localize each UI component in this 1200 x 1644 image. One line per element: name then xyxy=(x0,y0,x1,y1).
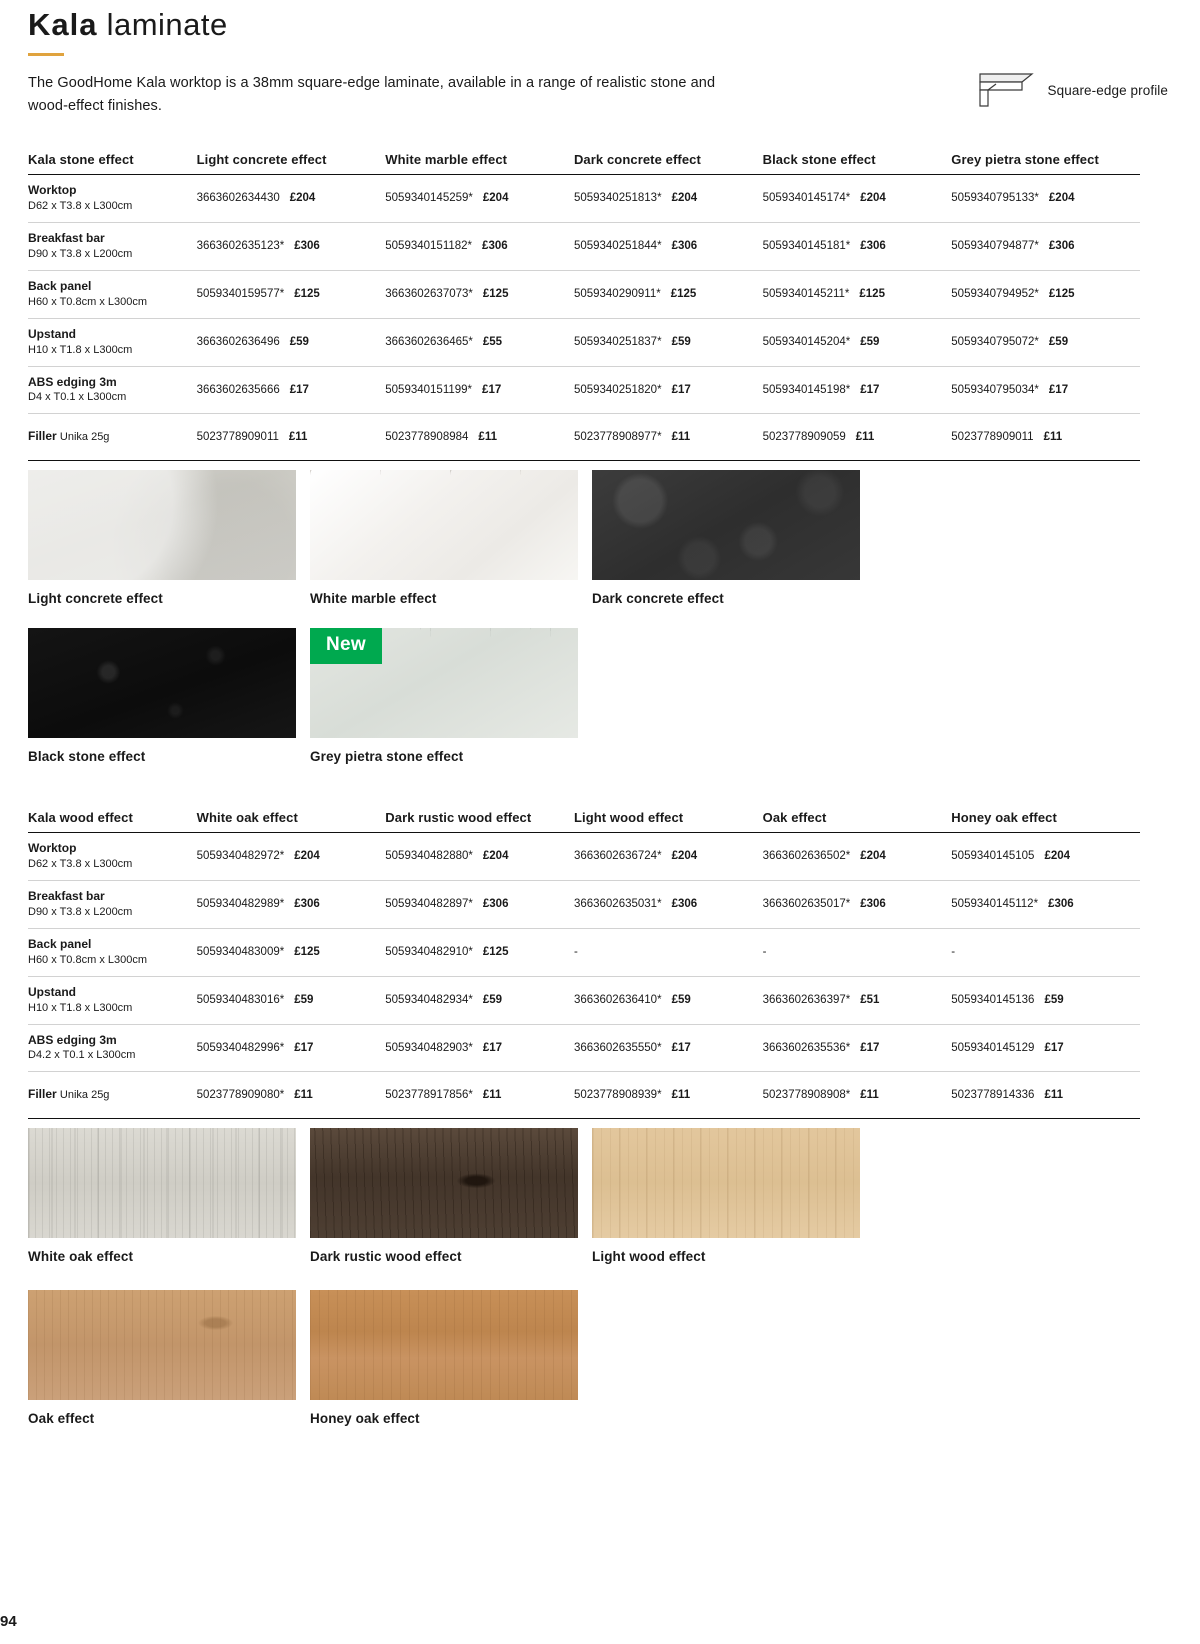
product-code: 5059340795072* xyxy=(951,336,1039,349)
product-code: 5059340145105 xyxy=(951,850,1035,863)
table-cell xyxy=(951,1024,1140,1072)
product-code: 5059340151199* xyxy=(385,383,473,396)
product-code: 5059340795034* xyxy=(951,383,1039,396)
product-price: £125 xyxy=(859,288,885,301)
product-price: £51 xyxy=(860,994,880,1007)
table-header-row xyxy=(28,152,1140,175)
row-label-dimensions: D90 x T3.8 x L200cm xyxy=(28,247,133,260)
table-cell xyxy=(574,175,763,223)
swatch-light-wood[interactable] xyxy=(592,1128,860,1264)
table-cell xyxy=(763,976,952,1024)
table-cell xyxy=(574,928,763,976)
row-label-dimensions: D90 x T3.8 x L200cm xyxy=(28,905,133,918)
row-label-name: Filler xyxy=(28,429,57,444)
product-price: £17 xyxy=(860,383,880,396)
product-code: 5059340151182* xyxy=(385,240,473,253)
product-price: £11 xyxy=(482,1089,502,1102)
product-price: £125 xyxy=(670,288,697,301)
product-code: 5059340482880* xyxy=(385,850,473,863)
product-code: 5059340145129 xyxy=(951,1041,1035,1054)
table-cell xyxy=(385,1072,574,1119)
table-cell xyxy=(197,928,386,976)
product-price: £204 xyxy=(860,192,886,205)
column-header-black-stone: Black stone effect xyxy=(763,152,952,175)
product-code: 5023778914336 xyxy=(951,1089,1035,1102)
product-code: 5023778908908* xyxy=(762,1089,851,1102)
table-cell xyxy=(951,318,1140,366)
column-header-oak: Oak effect xyxy=(763,810,952,833)
square-edge-profile-label: Square-edge profile xyxy=(1047,83,1168,98)
swatch-image xyxy=(310,1290,578,1400)
table-cell xyxy=(197,1024,386,1072)
swatch-image xyxy=(28,628,296,738)
product-price: £11 xyxy=(1043,431,1063,444)
product-code: 5059340483016* xyxy=(196,994,285,1007)
product-price: £125 xyxy=(482,946,509,959)
row-label xyxy=(28,1072,197,1119)
product-price: £11 xyxy=(855,431,875,444)
table-row xyxy=(28,366,1140,414)
column-header-grey-pietra: Grey pietra stone effect xyxy=(951,152,1140,175)
product-code: 5059340145174* xyxy=(762,192,851,205)
row-label-dimensions: Unika 25g xyxy=(59,1089,110,1102)
row-label-name: Worktop xyxy=(28,841,77,855)
swatch-honey-oak[interactable] xyxy=(310,1290,578,1426)
product-price: £59 xyxy=(671,994,691,1007)
row-label xyxy=(28,1024,197,1072)
new-badge: New xyxy=(310,628,382,664)
table-cell xyxy=(385,976,574,1024)
table-cell xyxy=(574,833,763,881)
table-cell xyxy=(197,318,386,366)
product-price: £125 xyxy=(294,946,320,959)
row-label xyxy=(28,318,197,366)
stone-swatch-row-2 xyxy=(28,628,578,764)
product-code: 5059340290911* xyxy=(573,288,661,301)
product-code: - xyxy=(951,946,956,959)
product-price: £204 xyxy=(289,192,316,205)
product-code: 5059340251813* xyxy=(573,192,662,205)
product-price: £11 xyxy=(860,1089,879,1102)
product-code: 5059340482989* xyxy=(196,898,285,911)
table-row xyxy=(28,318,1140,366)
table-cell xyxy=(385,1024,574,1072)
table-cell xyxy=(385,270,574,318)
row-label xyxy=(28,175,197,223)
swatch-white-marble[interactable] xyxy=(310,470,578,606)
row-label xyxy=(28,414,197,461)
column-header-dark-concrete: Dark concrete effect xyxy=(574,152,763,175)
square-edge-profile-icon xyxy=(970,66,1036,115)
table-cell xyxy=(385,414,574,461)
swatch-light-concrete[interactable] xyxy=(28,470,296,606)
row-label-name: ABS edging 3m xyxy=(28,1032,117,1047)
product-code: 5059340145198* xyxy=(762,383,851,396)
product-price: £17 xyxy=(860,1041,880,1054)
swatch-image xyxy=(310,470,578,580)
product-code: 5023778909080* xyxy=(196,1089,285,1102)
product-code: 5059340159577* xyxy=(196,288,285,301)
table-header-row xyxy=(28,810,1140,833)
swatch-dark-rustic-wood[interactable] xyxy=(310,1128,578,1264)
product-code: 3663602635123* xyxy=(196,240,285,253)
swatch-image xyxy=(592,1128,860,1238)
swatch-image xyxy=(28,470,296,580)
product-code: 5059340482910* xyxy=(385,946,473,959)
row-label xyxy=(28,222,197,270)
table-row xyxy=(28,222,1140,270)
table-cell xyxy=(574,318,763,366)
product-code: 3663602636465* xyxy=(385,336,473,349)
table-cell xyxy=(385,880,574,928)
product-price: £59 xyxy=(294,994,314,1007)
table-cell xyxy=(763,270,952,318)
swatch-black-stone[interactable] xyxy=(28,628,296,764)
product-code: 5023778908939* xyxy=(573,1089,662,1102)
table-cell xyxy=(385,175,574,223)
row-label-name: Back panel xyxy=(28,936,92,951)
product-code: - xyxy=(762,946,767,959)
product-code: 5059340483009* xyxy=(196,946,285,959)
table-cell xyxy=(951,880,1140,928)
swatch-image xyxy=(310,628,578,738)
product-price: £59 xyxy=(671,336,691,349)
row-label-name: Breakfast bar xyxy=(28,230,105,245)
table-cell xyxy=(197,175,386,223)
product-code: 3663602636410* xyxy=(573,994,662,1007)
product-price: £204 xyxy=(294,850,320,863)
table-cell xyxy=(763,222,952,270)
column-header-white-marble: White marble effect xyxy=(385,152,574,175)
page-title xyxy=(28,8,1168,42)
table-cell xyxy=(197,1072,386,1119)
product-price: £11 xyxy=(288,431,308,444)
swatch-image xyxy=(310,1128,578,1238)
product-code: 3663602637073* xyxy=(385,288,473,301)
product-code: 5059340145259* xyxy=(385,192,473,205)
table-cell xyxy=(385,318,574,366)
product-code: 5059340482972* xyxy=(196,850,285,863)
swatch-caption: Dark rustic wood effect xyxy=(310,1249,462,1264)
row-label xyxy=(28,928,197,976)
table-cell xyxy=(197,414,386,461)
product-price: £204 xyxy=(860,850,886,863)
table-cell xyxy=(763,880,952,928)
table-cell xyxy=(385,222,574,270)
product-price: £17 xyxy=(1044,1041,1064,1054)
table-cell xyxy=(763,1024,952,1072)
row-label xyxy=(28,976,197,1024)
product-code: 5059340794952* xyxy=(951,288,1039,301)
product-price: £17 xyxy=(482,1041,503,1054)
product-code: 3663602634430 xyxy=(196,192,280,205)
product-price: £204 xyxy=(1044,850,1071,863)
table-cell xyxy=(763,318,952,366)
wood-effect-table xyxy=(28,810,1140,1119)
product-code: 5059340251837* xyxy=(573,336,662,349)
product-price: £306 xyxy=(294,240,320,253)
product-price: £204 xyxy=(482,192,509,205)
row-label xyxy=(28,366,197,414)
product-code: 3663602636724* xyxy=(573,850,662,863)
product-code: 5059340795133* xyxy=(951,192,1039,205)
product-code: 5023778909011 xyxy=(951,431,1034,444)
product-price: £11 xyxy=(671,431,691,444)
row-label-name: Back panel xyxy=(28,278,92,293)
table-cell xyxy=(574,1072,763,1119)
table-row xyxy=(28,928,1140,976)
product-code: 5059340482934* xyxy=(385,994,473,1007)
table-cell xyxy=(385,928,574,976)
product-code: 5059340145181* xyxy=(762,240,851,253)
column-header-honey-oak: Honey oak effect xyxy=(951,810,1140,833)
column-header-white-oak: White oak effect xyxy=(197,810,386,833)
table-cell xyxy=(197,880,386,928)
page-header xyxy=(28,8,1168,117)
product-price: £204 xyxy=(1048,192,1075,205)
product-price: £125 xyxy=(294,288,320,301)
product-price: £306 xyxy=(1048,240,1075,253)
table-cell xyxy=(763,928,952,976)
table-cell xyxy=(951,270,1140,318)
product-price: £204 xyxy=(671,192,698,205)
table-cell xyxy=(574,976,763,1024)
table-cell xyxy=(951,833,1140,881)
table-cell xyxy=(574,222,763,270)
product-code: 5023778909059 xyxy=(762,431,846,444)
table-cell xyxy=(763,414,952,461)
product-code: 3663602635031* xyxy=(573,898,662,911)
product-code: 3663602635666 xyxy=(196,383,280,396)
row-label xyxy=(28,270,197,318)
product-price: £59 xyxy=(860,336,880,349)
product-code: 3663602635550* xyxy=(573,1041,662,1054)
product-code: 5059340482897* xyxy=(385,898,473,911)
table-cell xyxy=(763,833,952,881)
table-row xyxy=(28,976,1140,1024)
swatch-caption: Light concrete effect xyxy=(28,591,163,606)
swatch-grey-pietra[interactable] xyxy=(310,628,578,764)
product-price: £17 xyxy=(482,383,502,396)
swatch-caption: Dark concrete effect xyxy=(592,591,724,606)
page-title-rest: laminate xyxy=(97,7,228,42)
table-cell xyxy=(951,366,1140,414)
product-code: 5059340145112* xyxy=(951,898,1039,911)
product-price: £17 xyxy=(1048,383,1069,396)
table-cell xyxy=(763,366,952,414)
swatch-dark-concrete[interactable] xyxy=(592,470,860,606)
product-price: £306 xyxy=(671,240,698,253)
swatch-caption: White marble effect xyxy=(310,591,437,606)
product-code: 5023778917856* xyxy=(385,1089,473,1102)
product-price: £306 xyxy=(860,898,886,911)
product-price: £125 xyxy=(1048,288,1075,301)
row-label xyxy=(28,833,197,881)
swatch-caption: Grey pietra stone effect xyxy=(310,749,464,764)
swatch-caption: Honey oak effect xyxy=(310,1411,420,1426)
product-price: £17 xyxy=(671,383,691,396)
product-code: 5059340482996* xyxy=(196,1041,285,1054)
column-header-range: Kala wood effect xyxy=(28,810,197,833)
swatch-image xyxy=(592,470,860,580)
column-header-dark-rustic-wood: Dark rustic wood effect xyxy=(385,810,574,833)
table-cell xyxy=(763,1072,952,1119)
table-cell xyxy=(574,414,763,461)
product-code: 5059340145211* xyxy=(762,288,850,301)
row-label-name: Upstand xyxy=(28,984,76,999)
product-price: £306 xyxy=(1048,898,1074,911)
table-cell xyxy=(951,976,1140,1024)
stone-effect-table xyxy=(28,152,1140,461)
swatch-image xyxy=(28,1290,296,1400)
table-row xyxy=(28,414,1140,461)
table-cell xyxy=(574,1024,763,1072)
table-cell xyxy=(951,222,1140,270)
table-cell xyxy=(197,366,386,414)
table-row xyxy=(28,880,1140,928)
swatch-white-oak[interactable] xyxy=(28,1128,296,1264)
product-price: £55 xyxy=(482,336,503,349)
product-price: £59 xyxy=(482,994,503,1007)
product-code: 5023778908977* xyxy=(573,431,662,444)
row-label xyxy=(28,880,197,928)
product-code: 5059340145204* xyxy=(762,336,851,349)
table-cell xyxy=(574,366,763,414)
table-row xyxy=(28,1024,1140,1072)
product-code: 5023778908984 xyxy=(385,431,469,444)
wood-swatch-row-1 xyxy=(28,1128,860,1264)
product-code: 3663602636496 xyxy=(196,336,280,349)
product-price: £204 xyxy=(671,850,698,863)
product-code: 5059340251844* xyxy=(573,240,662,253)
swatch-oak[interactable] xyxy=(28,1290,296,1426)
column-header-light-wood: Light wood effect xyxy=(574,810,763,833)
product-price: £125 xyxy=(482,288,509,301)
product-price: £17 xyxy=(671,1041,691,1054)
product-code: - xyxy=(573,946,578,959)
table-cell xyxy=(385,833,574,881)
row-label-dimensions: H10 x T1.8 x L300cm xyxy=(28,343,133,356)
table-cell xyxy=(574,880,763,928)
column-header-range: Kala stone effect xyxy=(28,152,197,175)
product-code: 3663602635536* xyxy=(762,1041,851,1054)
product-code: 5023778909011 xyxy=(196,431,279,444)
table-cell xyxy=(197,976,386,1024)
column-header-light-concrete: Light concrete effect xyxy=(197,152,386,175)
table-cell xyxy=(197,270,386,318)
product-code: 3663602636502* xyxy=(762,850,851,863)
product-price: £11 xyxy=(294,1089,313,1102)
table-cell xyxy=(951,928,1140,976)
product-price: £59 xyxy=(1044,994,1064,1007)
table-cell xyxy=(197,222,386,270)
product-price: £59 xyxy=(289,336,309,349)
square-edge-profile-block xyxy=(970,66,1168,115)
product-price: £17 xyxy=(294,1041,314,1054)
product-price: £306 xyxy=(482,240,508,253)
swatch-caption: White oak effect xyxy=(28,1249,134,1264)
product-price: £306 xyxy=(671,898,698,911)
row-label-name: Filler xyxy=(28,1087,57,1102)
table-cell xyxy=(763,175,952,223)
table-row xyxy=(28,270,1140,318)
row-label-name: Upstand xyxy=(28,326,76,341)
page-number: 94 xyxy=(0,1613,17,1630)
stone-swatch-row-1 xyxy=(28,470,860,606)
table-cell xyxy=(951,414,1140,461)
row-label-dimensions: H60 x T0.8cm x L300cm xyxy=(28,953,148,966)
row-label-dimensions: Unika 25g xyxy=(59,431,110,444)
table-row xyxy=(28,175,1140,223)
row-label-dimensions: D62 x T3.8 x L300cm xyxy=(28,857,133,870)
product-code: 5059340251820* xyxy=(573,383,662,396)
page-title-brand: Kala xyxy=(28,7,98,42)
table-cell xyxy=(197,833,386,881)
wood-swatch-row-2 xyxy=(28,1290,578,1426)
row-label-dimensions: D62 x T3.8 x L300cm xyxy=(28,199,133,212)
row-label-name: Breakfast bar xyxy=(28,888,105,903)
product-price: £11 xyxy=(1044,1089,1063,1102)
product-price: £11 xyxy=(478,431,497,444)
swatch-caption: Black stone effect xyxy=(28,749,146,764)
swatch-caption: Light wood effect xyxy=(592,1249,706,1264)
table-row xyxy=(28,833,1140,881)
swatch-image xyxy=(28,1128,296,1238)
product-code: 3663602635017* xyxy=(762,898,851,911)
product-price: £204 xyxy=(482,850,509,863)
table-cell xyxy=(951,1072,1140,1119)
table-cell xyxy=(951,175,1140,223)
product-price: £306 xyxy=(294,898,320,911)
table-cell xyxy=(574,270,763,318)
product-price: £11 xyxy=(671,1089,691,1102)
row-label-name: ABS edging 3m xyxy=(28,374,117,389)
title-underline-rule xyxy=(28,53,64,56)
row-label-dimensions: H60 x T0.8cm x L300cm xyxy=(28,295,148,308)
swatch-caption: Oak effect xyxy=(28,1411,95,1426)
product-code: 5059340482903* xyxy=(385,1041,473,1054)
product-code: 5059340145136 xyxy=(951,994,1035,1007)
product-price: £17 xyxy=(289,383,309,396)
intro-paragraph: The GoodHome Kala worktop is a 38mm square-edge laminate, available in a range of realistic stone and wood-effect finishes. xyxy=(28,75,716,114)
row-label-dimensions: H10 x T1.8 x L300cm xyxy=(28,1001,133,1014)
table-row xyxy=(28,1072,1140,1119)
table-cell xyxy=(385,366,574,414)
product-price: £306 xyxy=(482,898,509,911)
product-price: £306 xyxy=(860,240,886,253)
row-label-dimensions: D4.2 x T0.1 x L300cm xyxy=(28,1049,136,1062)
row-label-dimensions: D4 x T0.1 x L300cm xyxy=(28,391,127,404)
row-label-name: Worktop xyxy=(28,183,77,197)
product-price: £59 xyxy=(1048,336,1069,349)
product-code: 3663602636397* xyxy=(762,994,851,1007)
product-code: 5059340794877* xyxy=(951,240,1039,253)
